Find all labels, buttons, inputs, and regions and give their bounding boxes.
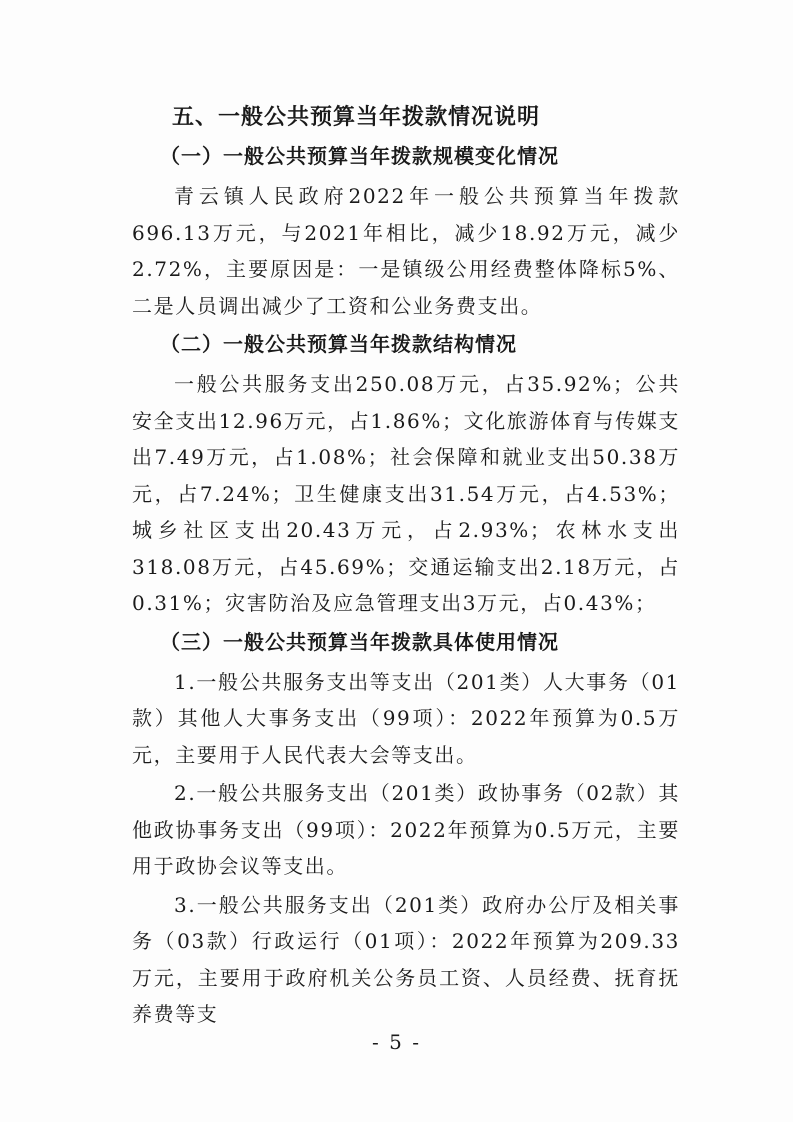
paragraph-usage-item-3: 3.一般公共服务支出（201类）政府办公厅及相关事务（03款）行政运行（01项）：2022年预算为209.33万元，主要用于政府机关公务员工资、人员经费、抚育抚养费等支 — [132, 892, 680, 1026]
subsection-heading-usage: （三）一般公共预算当年拨款具体使用情况 — [160, 629, 559, 654]
section-heading: 五、一般公共预算当年拨款情况说明 — [172, 105, 541, 130]
document-body — [132, 100, 680, 1035]
subsection-heading-scale: （一）一般公共预算当年拨款规模变化情况 — [160, 144, 559, 168]
paragraph-usage-item-2: 2.一般公共服务支出（201类）政协事务（02款）其他政协事务支出（99项）：2022年预算为0.5万元，主要用于政协会议等支出。 — [132, 781, 680, 878]
page-number: - 5 - — [372, 1030, 421, 1054]
paragraph-structure: 一般公共服务支出250.08万元，占35.92%；公共安全支出12.96万元，占1.86%；文化旅游体育与传媒支出7.49万元，占1.08%；社会保障和就业支出50.38万元，占7.24%；卫生健康支出31.54万元，占4.53%；城乡社区支出20.43万元，占2.93%；农林水支出318.08万元，占45.69%；交通运输支出2.18万元，占0.31%；灾害防治及应急管理支出3万元，占0.43%； — [132, 372, 680, 615]
paragraph-usage-item-1: 1.一般公共服务支出等支出（201类）人大事务（01款）其他人大事务支出（99项）：2022年预算为0.5万元，主要用于人民代表大会等支出。 — [132, 669, 680, 767]
paragraph-scale-change: 青云镇人民政府2022年一般公共预算当年拨款696.13万元，与2021年相比，减少18.92万元，减少2.72%，主要原因是：一是镇级公用经费整体降标5%、二是人员调出减少了工资和公业务费支出。 — [132, 184, 680, 318]
subsection-heading-structure: （二）一般公共预算当年拨款结构情况 — [160, 332, 517, 356]
